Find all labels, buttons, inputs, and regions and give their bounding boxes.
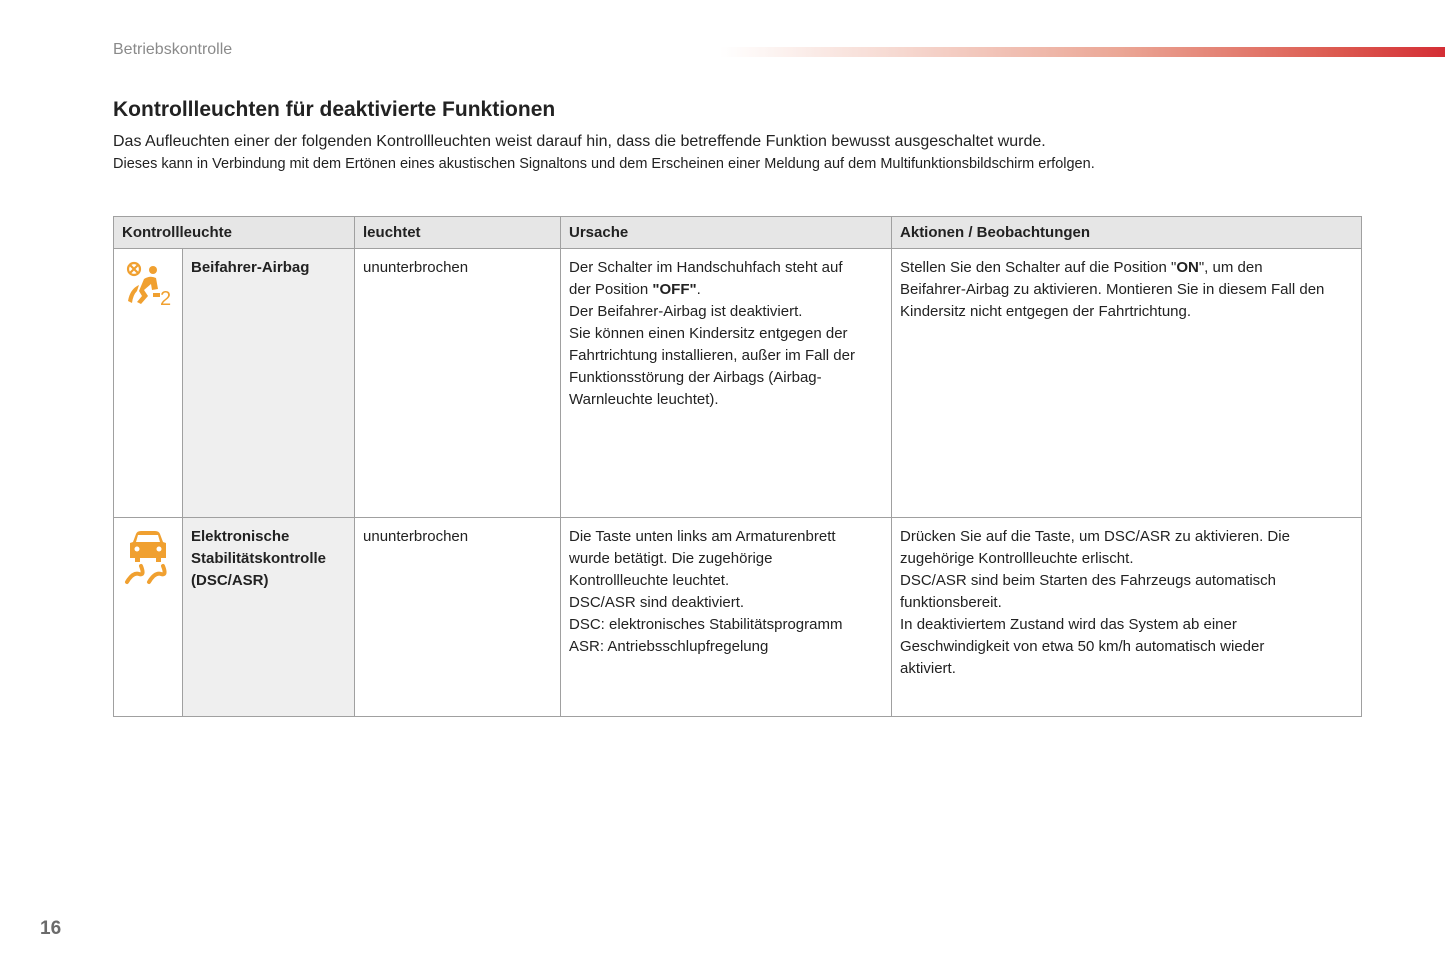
cause-line: Fahrtrichtung installieren, außer im Fall der: [569, 347, 855, 364]
header-cause: Ursache: [561, 217, 892, 249]
action-line: Stellen Sie den Schalter auf die Position ": [900, 259, 1177, 276]
lamp-name-line: (DSC/ASR): [191, 572, 269, 589]
cause-line: Funktionsstörung der Airbags (Airbag-: [569, 369, 822, 386]
table-row: [114, 249, 1362, 518]
cause-line: .: [696, 281, 701, 298]
lit-status: ununterbrochen: [355, 518, 561, 717]
cause-line: Sie können einen Kindersitz entgegen der: [569, 325, 848, 342]
intro-paragraph-1: Das Aufleuchten einer der folgenden Kontrollleuchten weist darauf hin, dass die betreffende Funktion bewusst ausgeschaltet wurde.: [113, 133, 1046, 150]
lamp-name: Beifahrer-Airbag: [183, 249, 355, 518]
cause-line: wurde betätigt. Die zugehörige: [569, 550, 773, 567]
cause-line: Warnleuchte leuchtet).: [569, 391, 719, 408]
action-line: zugehörige Kontrollleuchte erlischt.: [900, 550, 1134, 567]
table-header-row: [114, 217, 1362, 249]
actions-cell: [892, 249, 1362, 518]
passenger-airbag-off-icon: [122, 261, 174, 307]
lit-status: ununterbrochen: [355, 249, 561, 518]
lamp-name: [183, 518, 355, 717]
header-accent-bar: [720, 47, 1445, 57]
header-lit: leuchtet: [355, 217, 561, 249]
cause-line: DSC/ASR sind deaktiviert.: [569, 594, 745, 611]
page-number: 16: [40, 918, 62, 939]
lamp-icon-cell: [114, 518, 183, 717]
cause-line: Kontrollleuchte leuchtet.: [569, 572, 730, 589]
lamp-name-line: Stabilitätskontrolle: [191, 550, 327, 567]
header-lamp: Kontrollleuchte: [114, 217, 355, 249]
dsc-asr-off-icon: [123, 530, 173, 586]
svg-text:2: 2: [160, 288, 172, 307]
lamp-icon-cell: [114, 249, 183, 518]
cause-cell: [561, 518, 892, 717]
action-line: funktionsbereit.: [900, 594, 1002, 611]
action-line: Geschwindigkeit von etwa 50 km/h automatisch wieder: [900, 638, 1265, 655]
cause-line: Der Schalter im Handschuhfach steht auf: [569, 259, 843, 276]
table-row: [114, 518, 1362, 717]
cause-line: Der Beifahrer-Airbag ist deaktiviert.: [569, 303, 803, 320]
action-line: aktiviert.: [900, 660, 956, 677]
header-actions: Aktionen / Beobachtungen: [892, 217, 1362, 249]
cause-line: der Position: [569, 281, 653, 298]
running-head: Betriebskontrolle: [113, 41, 233, 58]
intro-paragraph-2: Dieses kann in Verbindung mit dem Ertönen eines akustischen Signaltons und dem Erscheinen einer Meldung auf dem Multifunktionsbildschirm erfolgen.: [113, 156, 1095, 172]
action-line: ", um den: [1198, 259, 1263, 276]
cause-line: ASR: Antriebsschlupfregelung: [569, 638, 769, 655]
action-line: Beifahrer-Airbag zu aktivieren. Montieren Sie in diesem Fall den: [900, 281, 1325, 298]
warning-lamps-table: [113, 216, 1362, 717]
cause-keyword-off: "OFF": [652, 281, 697, 298]
cause-line: DSC: elektronisches Stabilitätsprogramm: [569, 616, 843, 633]
action-line: Kindersitz nicht entgegen der Fahrtrichtung.: [900, 303, 1192, 320]
action-keyword-on: ON: [1176, 259, 1199, 276]
page-title: Kontrollleuchten für deaktivierte Funktionen: [113, 98, 556, 121]
action-line: DSC/ASR sind beim Starten des Fahrzeugs automatisch: [900, 572, 1277, 589]
lamp-name-line: Elektronische: [191, 528, 290, 545]
cause-line: Die Taste unten links am Armaturenbrett: [569, 528, 836, 545]
action-line: Drücken Sie auf die Taste, um DSC/ASR zu aktivieren. Die: [900, 528, 1290, 545]
cause-cell: [561, 249, 892, 518]
action-line: In deaktiviertem Zustand wird das System ab einer: [900, 616, 1237, 633]
actions-cell: [892, 518, 1362, 717]
